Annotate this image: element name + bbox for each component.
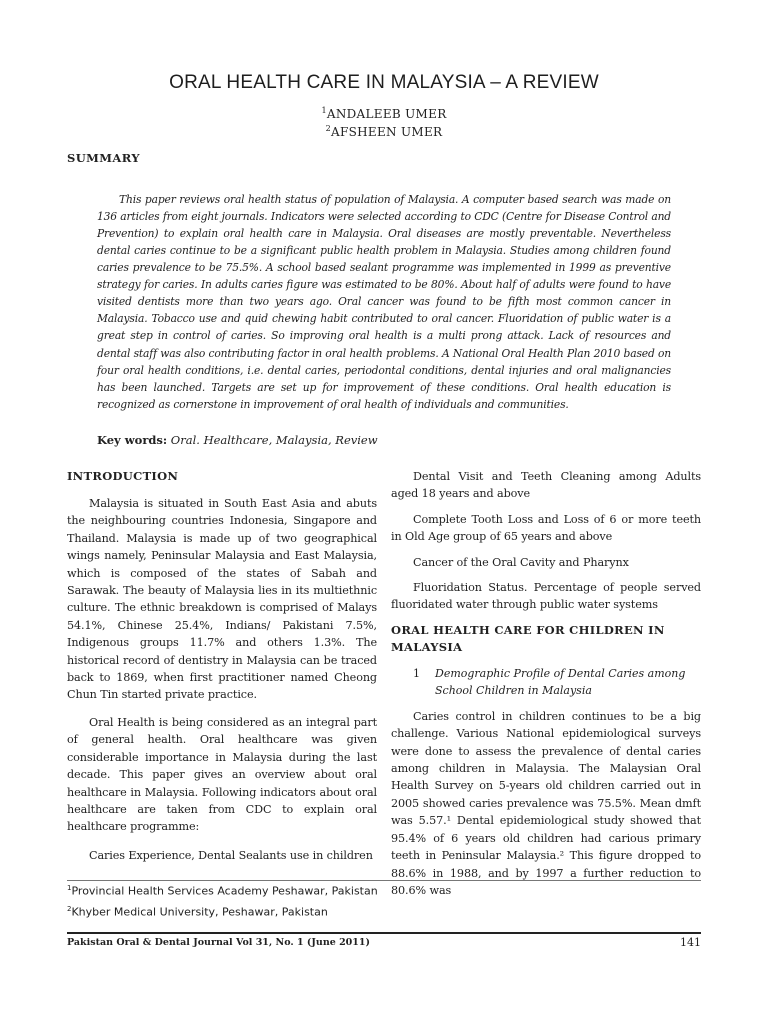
indicator-caries: Caries Experience, Dental Sealants use in children — [89, 848, 373, 862]
subsection-number: 1 — [413, 666, 420, 680]
right-column — [391, 468, 701, 899]
indicator-fluoridation: Fluoridation Status. Percentage of people served fluoridated water through public water systems — [391, 581, 701, 612]
summary-heading: SUMMARY — [67, 151, 140, 165]
paper-title: ORAL HEALTH CARE IN MALAYSIA – A REVIEW — [169, 72, 599, 93]
keywords-label: Key words: — [97, 433, 168, 447]
subsection-list-item — [391, 665, 701, 699]
journal-citation: Pakistan Oral & Dental Journal Vol 31, No. 1 (June 2011) — [67, 937, 371, 948]
author-1 — [0, 106, 768, 121]
children-paragraph-1: Caries control in children continues to be a big challenge. Various National epidemiological surveys were done to assess the prevalence of dental caries among children in Malaysia. The Malaysian Oral Health Survey on 5-years old children carried out in 2005 showed caries prevalence was 75.5%. Mean dmft was 5.57.¹ Dental epidemiological study showed that 95.4% of 6 years old children had carious primary teeth in Peninsular Malaysia.² This figure dropped to 88.6% in 1988, and by 1997 a further reduction to 80.6% was — [391, 709, 701, 897]
author-2-affiliation-mark: 2 — [325, 124, 332, 133]
author-1-name: ANDALEEB UMER — [326, 107, 447, 121]
author-1-affiliation-mark: 1 — [321, 106, 327, 115]
intro-paragraph-1: Malaysia is situated in South East Asia and abuts the neighbouring countries Indonesia, Singapore and Thailand. Malaysia is made up of two geographical wings namely, Peninsular Malaysia and East Malaysia, which is composed of the states of Sabah and Sarawak. The beauty of Malaysia lies in its multiethnic culture. The ethnic breakdown is comprised of Malays 54.1%, Chinese 25.4%, Indians/ Pakistani 7.5%, Indigenous groups 11.7% and others 1.3%. The historical record of dentistry in Malaysia can be traced back to 1869, when first practitioner named Cheong Chun Tin started private practice. — [67, 497, 377, 702]
footnote-2 — [67, 905, 328, 919]
children-section-heading: ORAL HEALTH CARE FOR CHILDREN IN MALAYSIA — [391, 622, 665, 654]
intro-paragraph-2: Oral Health is being considered as an integral part of general health. Oral healthcare was given considerable importance in Malaysia during the last decade. This paper gives an overview about oral healthcare in Malaysia. Following indicators about oral healthcare are taken from CDC to explain oral healthcare programme: — [67, 715, 377, 834]
indicator-tooth-loss: Complete Tooth Loss and Loss of 6 or more teeth in Old Age group of 65 years and above — [391, 512, 701, 544]
left-column — [67, 468, 377, 864]
journal-divider — [67, 932, 701, 934]
indicator-oral-cancer: Cancer of the Oral Cavity and Pharynx — [413, 555, 629, 569]
footnote-divider — [67, 880, 701, 881]
author-2 — [0, 124, 768, 139]
page-number: 141 — [680, 936, 701, 949]
footnote-2-text: Khyber Medical University, Peshawar, Pakistan — [71, 905, 328, 919]
keywords — [97, 433, 378, 447]
summary-abstract: This paper reviews oral health status of population of Malaysia. A computer based search was made on 136 articles from eight journals. Indicators were selected according to CDC (Centre for Disease Control and Prevention) to explain oral health care in Malaysia. Oral diseases are mostly preventable. Nevertheless dental caries continue to be a significant public health problem in Malaysia. Studies among children found caries prevalence to be 75.5%. A school based sealant programme was implemented in 1999 as preventive strategy for caries. In adults caries figure was estimated to be 80%. About half of adults were found to have visited dentists more than two years ago. Oral cancer was found to be fifth most common cancer in Malaysia. Tobacco use and quid chewing habit contributed to oral cancer. Fluoridation of public water is a great step in control of caries. So improving oral health is a multi prong attack. Lack of resources and dental staff was also contributing factor in oral health problems. A National Oral Health Plan 2010 based on four oral health conditions, i.e. dental caries, periodontal conditions, dental injuries and oral malignancies has been launched. Targets are set up for improvement of these conditions. Oral health education is recognized as cornerstone in improvement of oral health of individuals and communities. — [97, 192, 671, 411]
indicator-dental-visit: Dental Visit and Teeth Cleaning among Adults aged 18 years and above — [391, 470, 701, 501]
footnote-1-mark: 1 — [67, 884, 72, 892]
keywords-text: Oral. Healthcare, Malaysia, Review — [170, 433, 378, 447]
subsection-title: Demographic Profile of Dental Caries among School Children in Malaysia — [435, 666, 686, 697]
author-2-name: AFSHEEN UMER — [331, 125, 443, 139]
introduction-heading: INTRODUCTION — [67, 469, 179, 483]
footnote-2-mark: 2 — [67, 905, 72, 913]
footnote-1 — [67, 884, 378, 898]
footnote-1-text: Provincial Health Services Academy Peshawar, Pakistan — [71, 884, 378, 898]
